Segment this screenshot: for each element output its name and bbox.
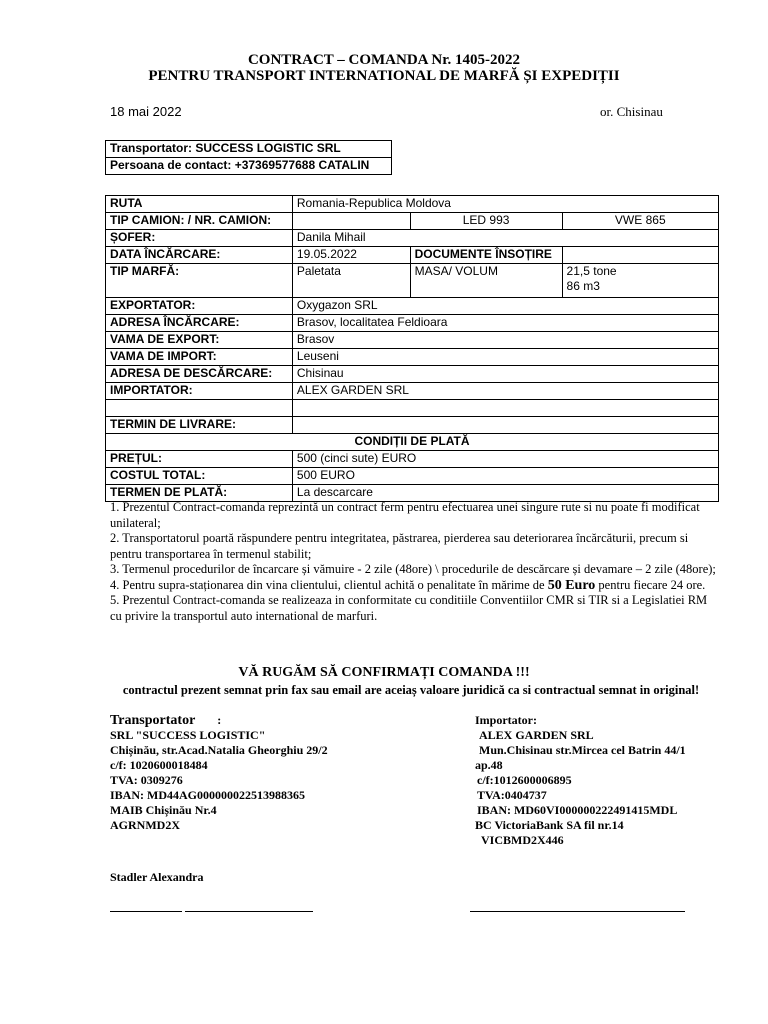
table-row <box>106 196 719 213</box>
transportator-details <box>110 713 328 833</box>
table-row <box>106 247 719 264</box>
ruta-label: RUTA <box>106 196 293 213</box>
transportator-tva: TVA: 0309276 <box>110 773 183 787</box>
vama-export-value: Brasov <box>292 332 718 349</box>
data-incarcare-value: 19.05.2022 <box>292 247 410 264</box>
importator-swift: VICBMD2X446 <box>481 833 564 847</box>
legal-note: contractul prezent semnat prin fax sau email are aceiaș valoare juridică ca si contractual semnat in original! <box>122 683 700 697</box>
contract-city: or. Chisinau <box>600 104 663 119</box>
signature-line-2 <box>185 911 313 912</box>
term-4-text: 4. Pentru supra-staționarea din vina clientului, clientul achită o penalitate în mărime de <box>110 577 545 592</box>
table-row <box>106 417 719 434</box>
pretul-value: 500 (cinci sute) EURO <box>292 451 718 468</box>
signature-line-3 <box>470 911 685 912</box>
table-row <box>106 451 719 468</box>
table-row <box>106 230 719 247</box>
conditii-plata-heading: CONDIȚII DE PLATĂ <box>106 434 719 451</box>
table-row <box>106 349 719 366</box>
importator-details <box>475 713 686 848</box>
carrier-name: Transportator: SUCCESS LOGISTIC SRL <box>106 141 392 158</box>
term-2: 2. Transportatorul poartă răspundere pentru integritatea, păstrarea, pierderea sau deteriorarea încărcăturii, precum si pentru transportarea în termenul stabilit; <box>110 531 689 561</box>
table-row <box>106 332 719 349</box>
sofer-label: ȘOFER: <box>106 230 293 247</box>
transportator-heading: Transportator <box>110 713 196 728</box>
transportator-cf: c/f: 1020600018484 <box>110 758 208 772</box>
carrier-contact: Persoana de contact: +37369577688 CATALIN <box>106 158 392 175</box>
empty-cell <box>292 400 718 417</box>
transportator-colon: : <box>217 713 222 727</box>
masa-value: 21,5 tone <box>566 264 617 278</box>
confirm-heading: VĂ RUGĂM SĂ CONFIRMAȚI COMANDA !!! <box>238 665 530 680</box>
contract-title: CONTRACT – COMANDA Nr. 1405-2022 <box>247 52 521 68</box>
cost-total-label: COSTUL TOTAL: <box>106 468 293 485</box>
signatory-name: Stadler Alexandra <box>110 870 204 884</box>
term-5: 5. Prezentul Contract-comanda se realizeaza in conformitate cu conditiile Conventiilor CMR si TIR si a Legislatiei RM cu privire la transportul auto international de marfuri. <box>110 593 708 623</box>
exportator-label: EXPORTATOR: <box>106 298 293 315</box>
masa-volum-value <box>562 264 718 298</box>
table-row <box>106 298 719 315</box>
importator-name: ALEX GARDEN SRL <box>479 728 594 742</box>
termen-plata-value: La descarcare <box>292 485 718 502</box>
table-row <box>106 383 719 400</box>
sofer-value: Danila Mihail <box>292 230 718 247</box>
importator-cf: c/f:1012600006895 <box>477 773 572 787</box>
term-1: 1. Prezentul Contract-comanda reprezintă un contract ferm pentru efectuarea unei singure rute si nu poate fi modificat unilateral; <box>110 500 700 530</box>
ruta-value: Romania-Republica Moldova <box>292 196 718 213</box>
signature-line-1 <box>110 911 182 912</box>
table-row <box>106 434 719 451</box>
transportator-swift: AGRNMD2X <box>110 818 180 832</box>
table-row <box>106 213 719 230</box>
importator-address: Mun.Chisinau str.Mircea cel Batrin 44/1 <box>479 743 686 757</box>
table-row <box>106 366 719 383</box>
table-row <box>106 264 719 298</box>
termin-livrare-value <box>292 417 718 434</box>
table-row <box>106 485 719 502</box>
transportator-address: Chișinău, str.Acad.Natalia Gheorghiu 29/2 <box>110 743 328 757</box>
transportator-iban: IBAN: MD44AG000000022513988365 <box>110 788 305 802</box>
carrier-box <box>105 140 392 175</box>
adresa-descarcare-value: Chisinau <box>292 366 718 383</box>
penalty-amount: 50 Euro <box>547 577 596 593</box>
termin-livrare-label: TERMIN DE LIVRARE: <box>106 417 293 434</box>
importator-bank: BC VictoriaBank SA fil nr.14 <box>475 818 624 832</box>
transportator-name: SRL "SUCCESS LOGISTIC" <box>110 728 266 742</box>
contract-terms <box>110 500 720 624</box>
adresa-incarcare-label: ADRESA ÎNCĂRCARE: <box>106 315 293 332</box>
transport-details-table <box>105 195 719 502</box>
empty-cell <box>106 400 293 417</box>
table-row <box>106 400 719 417</box>
term-4 <box>110 578 720 594</box>
vama-export-label: VAMA DE EXPORT: <box>106 332 293 349</box>
tip-camion-label: TIP CAMION: / NR. CAMION: <box>106 213 293 230</box>
importator-iban: IBAN: MD60VI000000222491415MDL <box>477 803 678 817</box>
contract-subtitle: PENTRU TRANSPORT INTERNATIONAL DE MARFĂ ȘI EXPEDIȚII <box>148 68 620 84</box>
table-row <box>106 468 719 485</box>
tip-marfa-value: Paletata <box>292 264 410 298</box>
term-4-end: pentru fiecare 24 ore. <box>598 577 706 592</box>
importator-heading: Importator: <box>475 713 537 727</box>
cost-total-value: 500 EURO <box>292 468 718 485</box>
importator-label: IMPORTATOR: <box>106 383 293 400</box>
volum-value: 86 m3 <box>566 279 600 293</box>
vama-import-value: Leuseni <box>292 349 718 366</box>
masa-label: MASA/ VOLUM <box>410 264 562 298</box>
transportator-bank: MAIB Chișinău Nr.4 <box>110 803 217 817</box>
table-row <box>106 315 719 332</box>
term-3: 3. Termenul procedurilor de încarcare și vămuire - 2 zile (48ore) \ procedurile de descărcare și devamare – 2 zile (48ore); <box>110 562 716 576</box>
importator-value: ALEX GARDEN SRL <box>292 383 718 400</box>
importator-address-apt: ap.48 <box>475 758 503 772</box>
camion-nr1: LED 993 <box>410 213 562 230</box>
contract-date: 18 mai 2022 <box>110 104 182 119</box>
pretul-label: PREȚUL: <box>106 451 293 468</box>
vama-import-label: VAMA DE IMPORT: <box>106 349 293 366</box>
empty-cell <box>292 213 410 230</box>
termen-plata-label: TERMEN DE PLATĂ: <box>106 485 293 502</box>
data-incarcare-label: DATA ÎNCĂRCARE: <box>106 247 293 264</box>
documente-label: DOCUMENTE ÎNSOȚIRE <box>410 247 562 264</box>
importator-tva: TVA:0404737 <box>477 788 547 802</box>
exportator-value: Oxygazon SRL <box>292 298 718 315</box>
adresa-incarcare-value: Brasov, localitatea Feldioara <box>292 315 718 332</box>
tip-marfa-label: TIP MARFĂ: <box>106 264 293 298</box>
adresa-descarcare-label: ADRESA DE DESCĂRCARE: <box>106 366 293 383</box>
empty-cell <box>562 247 718 264</box>
camion-nr2: VWE 865 <box>562 213 718 230</box>
